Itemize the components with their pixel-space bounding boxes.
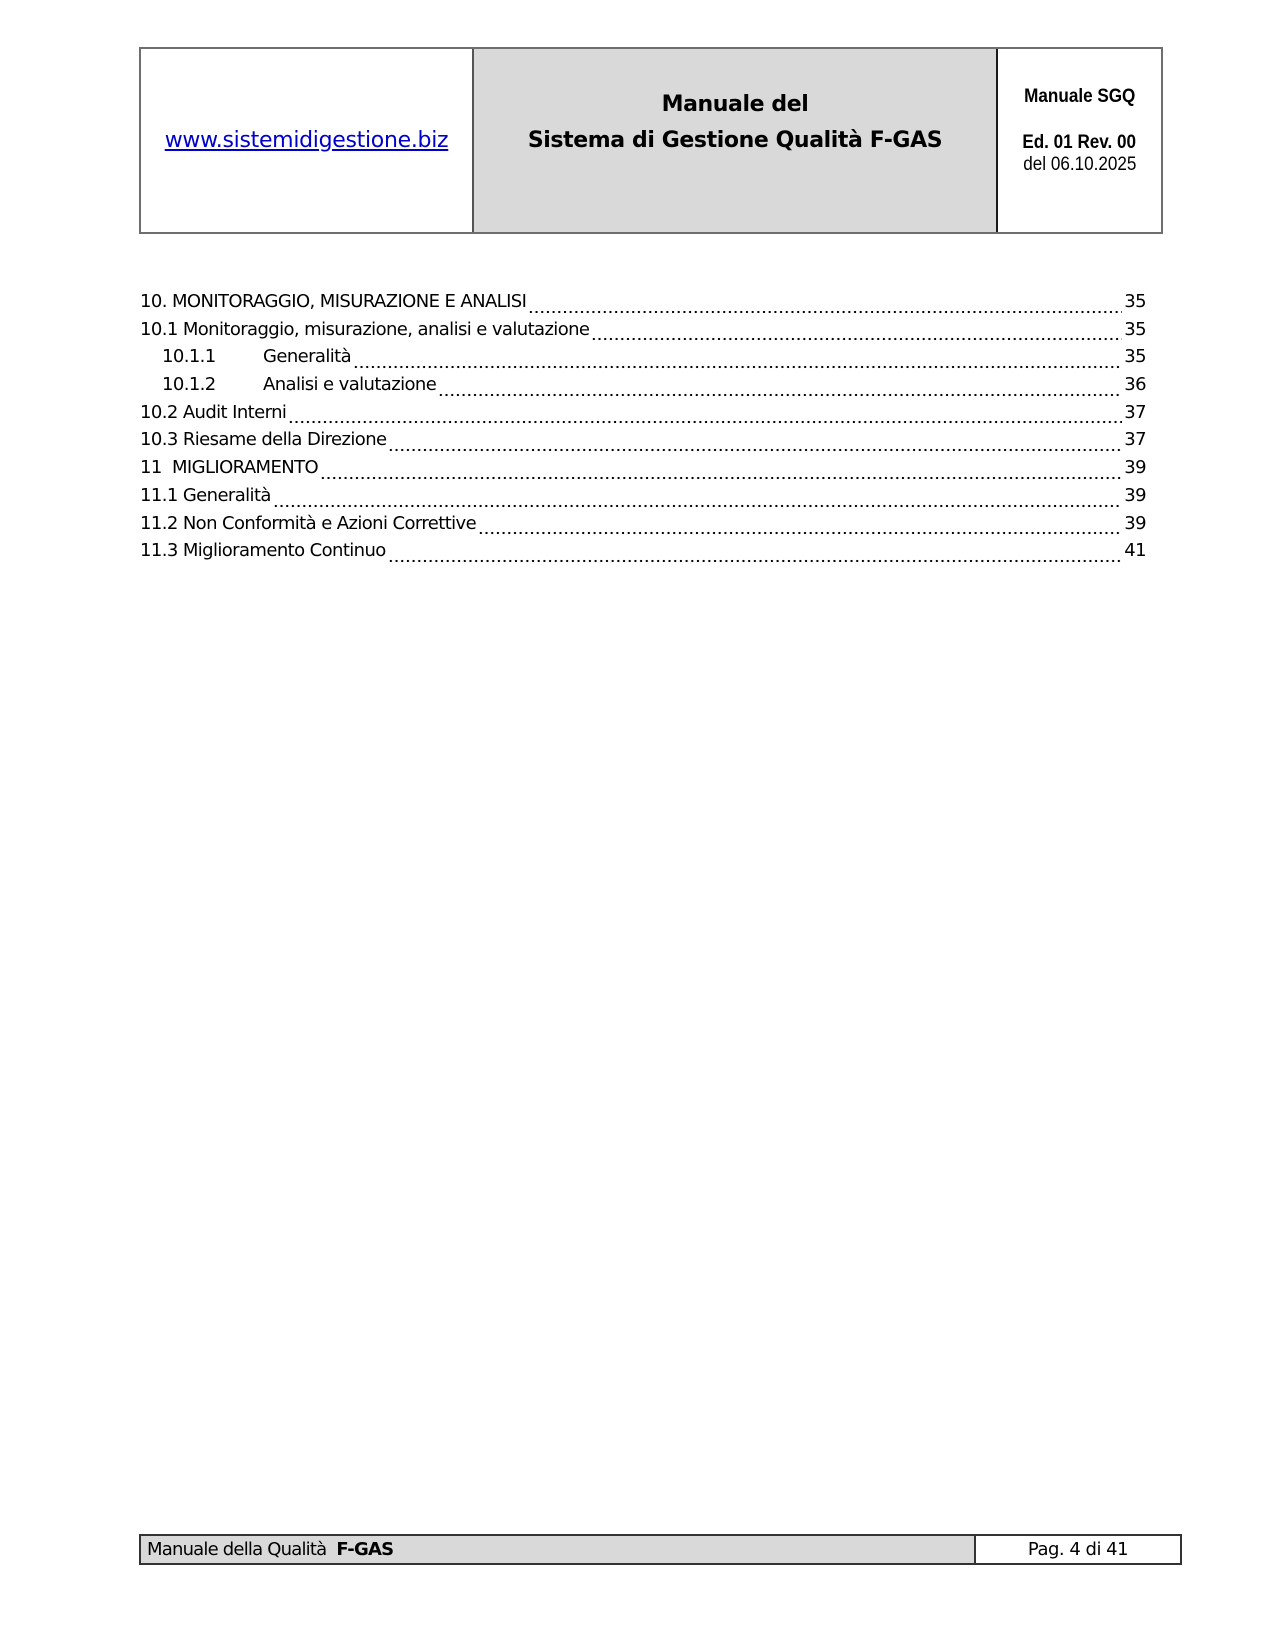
footer-label-bold: F-GAS [336,1539,394,1560]
toc-entry-page: 37 [1124,429,1146,451]
toc-entry-title: MIGLIORAMENTO [171,457,319,479]
header-meta-cell [998,49,1161,232]
toc-entry-title: Generalità [182,484,271,506]
toc-dot-leader [273,490,1122,508]
toc-dot-leader [528,296,1122,314]
toc-entry-title: Audit Interni [182,401,287,423]
toc-entry-title: Non Conformità e Azioni Correttive [182,512,477,534]
toc-entry-number: 10.1 [140,318,178,340]
toc-entry[interactable] [140,513,1146,541]
toc-entry-page: 36 [1124,374,1146,396]
footer-label: Manuale della Qualità [147,1539,327,1560]
toc-entry-title: Riesame della Direzione [182,429,387,451]
toc-entry-number: 11.3 [140,540,178,562]
toc-entry-title: Generalità [263,346,352,368]
header-table [139,47,1163,234]
document-title-line2: Sistema di Gestione Qualità F-GAS [527,128,943,153]
toc-entry[interactable] [140,319,1146,347]
header-website-cell [141,49,474,232]
toc-entry-page: 35 [1124,318,1146,340]
toc-entry[interactable] [140,485,1146,513]
toc-entry-page: 39 [1124,484,1146,506]
toc-entry-page: 39 [1124,512,1146,534]
toc-dot-leader [288,406,1122,424]
toc-entry-number: 10.1.2 [162,374,216,396]
revision-date: del 06.10.2025 [1022,154,1137,175]
toc-entry-title: Analisi e valutazione [263,374,437,396]
toc-entry-page: 35 [1124,291,1146,312]
toc-dot-leader [388,545,1122,563]
toc-entry-title: Miglioramento Continuo [182,540,386,562]
toc-entry-title: MONITORAGGIO, MISURAZIONE E ANALISI [171,291,527,312]
toc-entry[interactable] [140,540,1146,568]
toc-entry[interactable] [140,457,1146,485]
document-code: Manuale SGQ [1023,86,1136,107]
toc-dot-leader [591,323,1122,341]
table-of-contents [140,291,1146,568]
toc-entry-number: 10. [140,291,167,312]
website-link[interactable]: www.sistemidigestione.biz [164,128,449,153]
document-title-line1: Manuale del [661,92,809,117]
toc-entry-number: 11 [140,457,162,479]
toc-dot-leader [438,379,1122,397]
toc-dot-leader [388,434,1122,452]
footer-label-cell [141,1536,976,1563]
toc-entry-number: 10.2 [140,401,178,423]
header-title-cell [474,49,998,232]
toc-entry[interactable] [140,291,1146,319]
page-number: Pag. 4 di 41 [1027,1539,1129,1560]
toc-dot-leader [478,517,1122,535]
toc-dot-leader [353,351,1122,369]
footer-page-cell [976,1536,1180,1563]
toc-entry-page: 39 [1124,457,1146,479]
toc-dot-leader [320,462,1122,480]
toc-entry-number: 11.1 [140,484,178,506]
edition-revision: Ed. 01 Rev. 00 [1022,132,1137,153]
toc-entry-number: 10.1.1 [162,346,216,368]
toc-entry[interactable] [140,374,1146,402]
toc-entry-page: 37 [1124,401,1146,423]
toc-entry[interactable] [140,346,1146,374]
toc-entry-title: Monitoraggio, misurazione, analisi e valutazione [182,318,590,340]
toc-entry[interactable] [140,429,1146,457]
toc-entry-page: 35 [1124,346,1146,368]
toc-entry-page: 41 [1124,540,1146,562]
footer-table [139,1534,1182,1565]
toc-entry-number: 10.3 [140,429,178,451]
toc-entry[interactable] [140,402,1146,430]
toc-entry-number: 11.2 [140,512,178,534]
